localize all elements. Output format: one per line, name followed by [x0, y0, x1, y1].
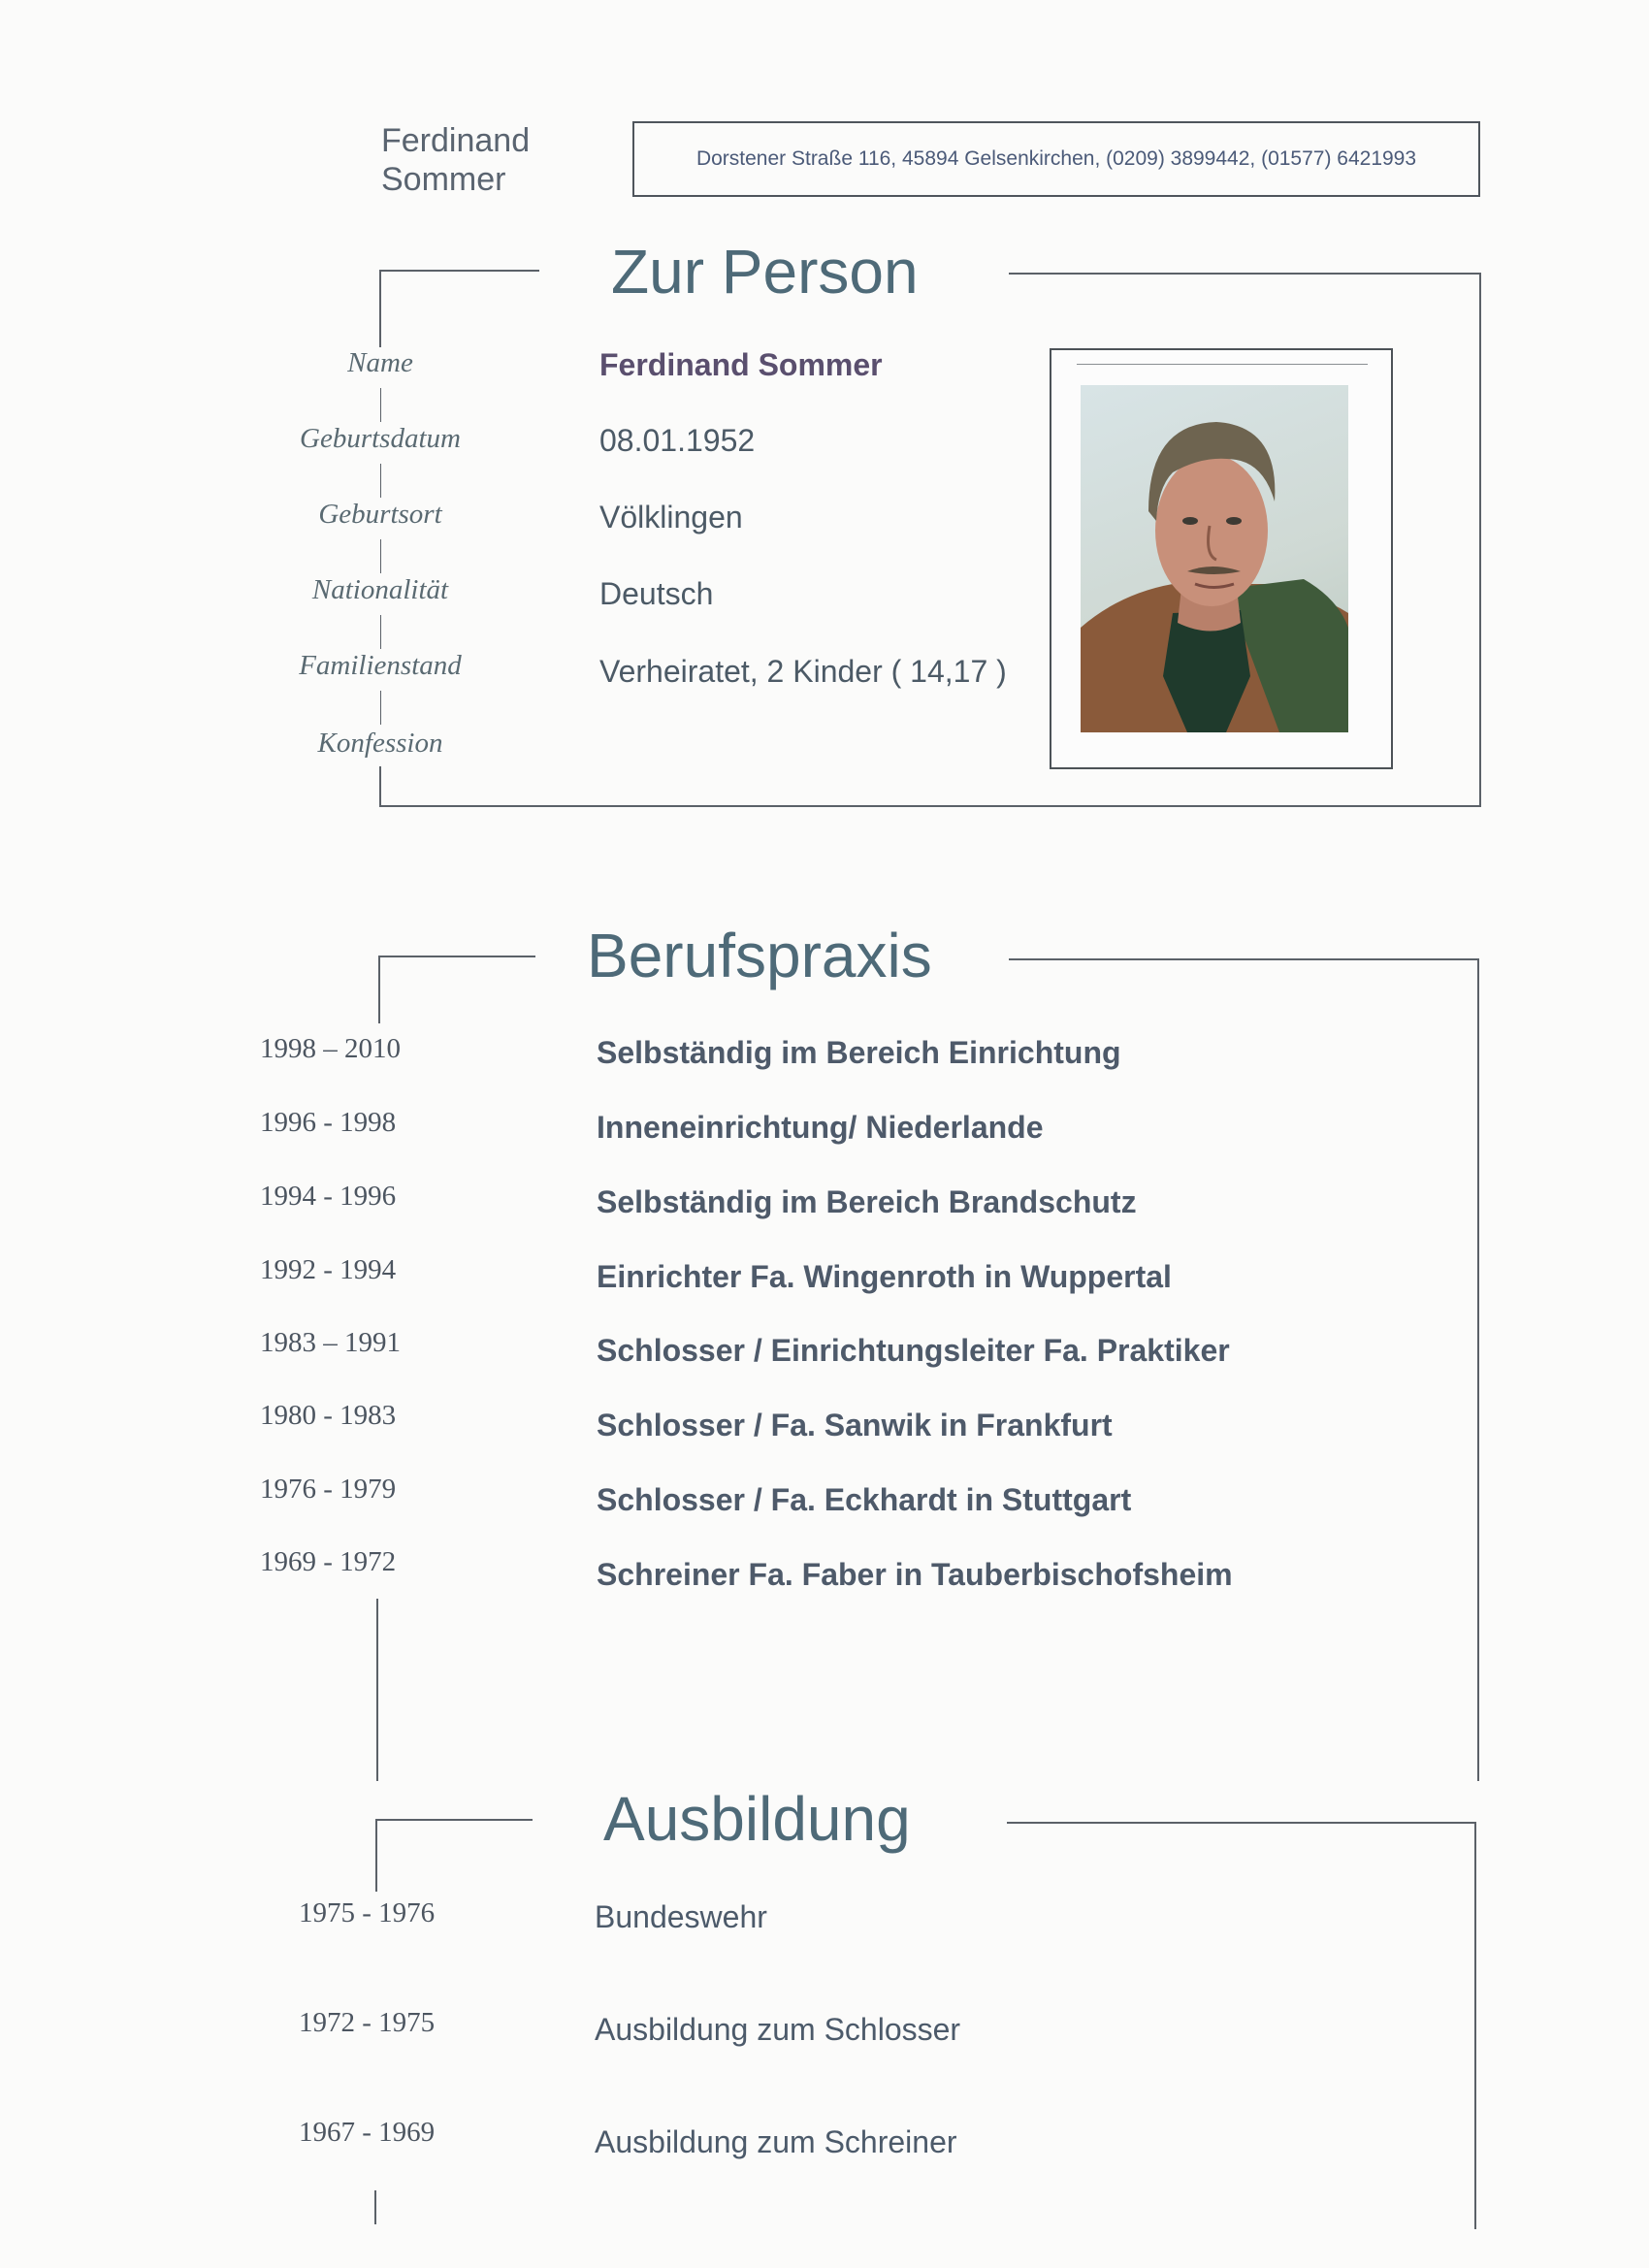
career-position: Inneneinrichtung/ Niederlande	[597, 1110, 1044, 1145]
education-entry: Ausbildung zum Schlosser	[595, 2012, 961, 2047]
header-name	[381, 121, 530, 199]
address-box	[632, 121, 1480, 197]
label-confession: Konfession	[317, 728, 443, 759]
career-years: 1969 - 1972	[260, 1546, 397, 1577]
career-years: 1992 - 1994	[260, 1254, 397, 1285]
portrait-photo	[1081, 385, 1348, 732]
education-years: 1972 - 1975	[299, 2007, 436, 2038]
header-last-name: Sommer	[381, 161, 506, 198]
label-birthdate: Geburtsdatum	[300, 423, 461, 454]
career-years: 1994 - 1996	[260, 1181, 397, 1212]
education-years: 1975 - 1976	[299, 1897, 436, 1928]
career-position: Schlosser / Einrichtungsleiter Fa. Praktiker	[597, 1333, 1230, 1368]
section-title-education: Ausbildung	[603, 1784, 911, 1854]
career-position: Schlosser / Fa. Sanwik in Frankfurt	[597, 1408, 1113, 1442]
label-name: Name	[347, 347, 413, 378]
career-years: 1996 - 1998	[260, 1107, 397, 1138]
value-birthdate: 08.01.1952	[599, 423, 756, 458]
career-position: Selbständig im Bereich Einrichtung	[597, 1035, 1121, 1070]
career-position: Einrichter Fa. Wingenroth in Wuppertal	[597, 1259, 1172, 1294]
career-position: Schlosser / Fa. Eckhardt in Stuttgart	[597, 1482, 1132, 1517]
value-nationality: Deutsch	[599, 576, 714, 611]
portrait-image	[1081, 385, 1348, 732]
career-years: 1983 – 1991	[260, 1327, 401, 1358]
label-marital-status: Familienstand	[299, 650, 462, 681]
section-title-person: Zur Person	[611, 237, 919, 307]
header-first-name: Ferdinand	[381, 122, 531, 159]
value-marital-status: Verheiratet, 2 Kinder ( 14,17 )	[599, 654, 1007, 689]
label-birthplace: Geburtsort	[318, 499, 442, 530]
career-years: 1976 - 1979	[260, 1474, 397, 1505]
section-title-career: Berufspraxis	[587, 921, 932, 990]
career-years: 1998 – 2010	[260, 1033, 401, 1064]
career-position: Schreiner Fa. Faber in Tauberbischofsheim	[597, 1557, 1233, 1592]
education-years: 1967 - 1969	[299, 2117, 436, 2148]
address-text: Dorstener Straße 116, 45894 Gelsenkirchen, (0209) 3899442, (01577) 6421993	[695, 147, 1417, 170]
education-entry: Bundeswehr	[595, 1899, 767, 1934]
label-nationality: Nationalität	[311, 574, 449, 605]
career-position: Selbständig im Bereich Brandschutz	[597, 1184, 1137, 1219]
career-years: 1980 - 1983	[260, 1400, 397, 1431]
value-name: Ferdinand Sommer	[599, 347, 883, 382]
education-entry: Ausbildung zum Schreiner	[595, 2124, 957, 2159]
value-birthplace: Völklingen	[599, 500, 743, 535]
